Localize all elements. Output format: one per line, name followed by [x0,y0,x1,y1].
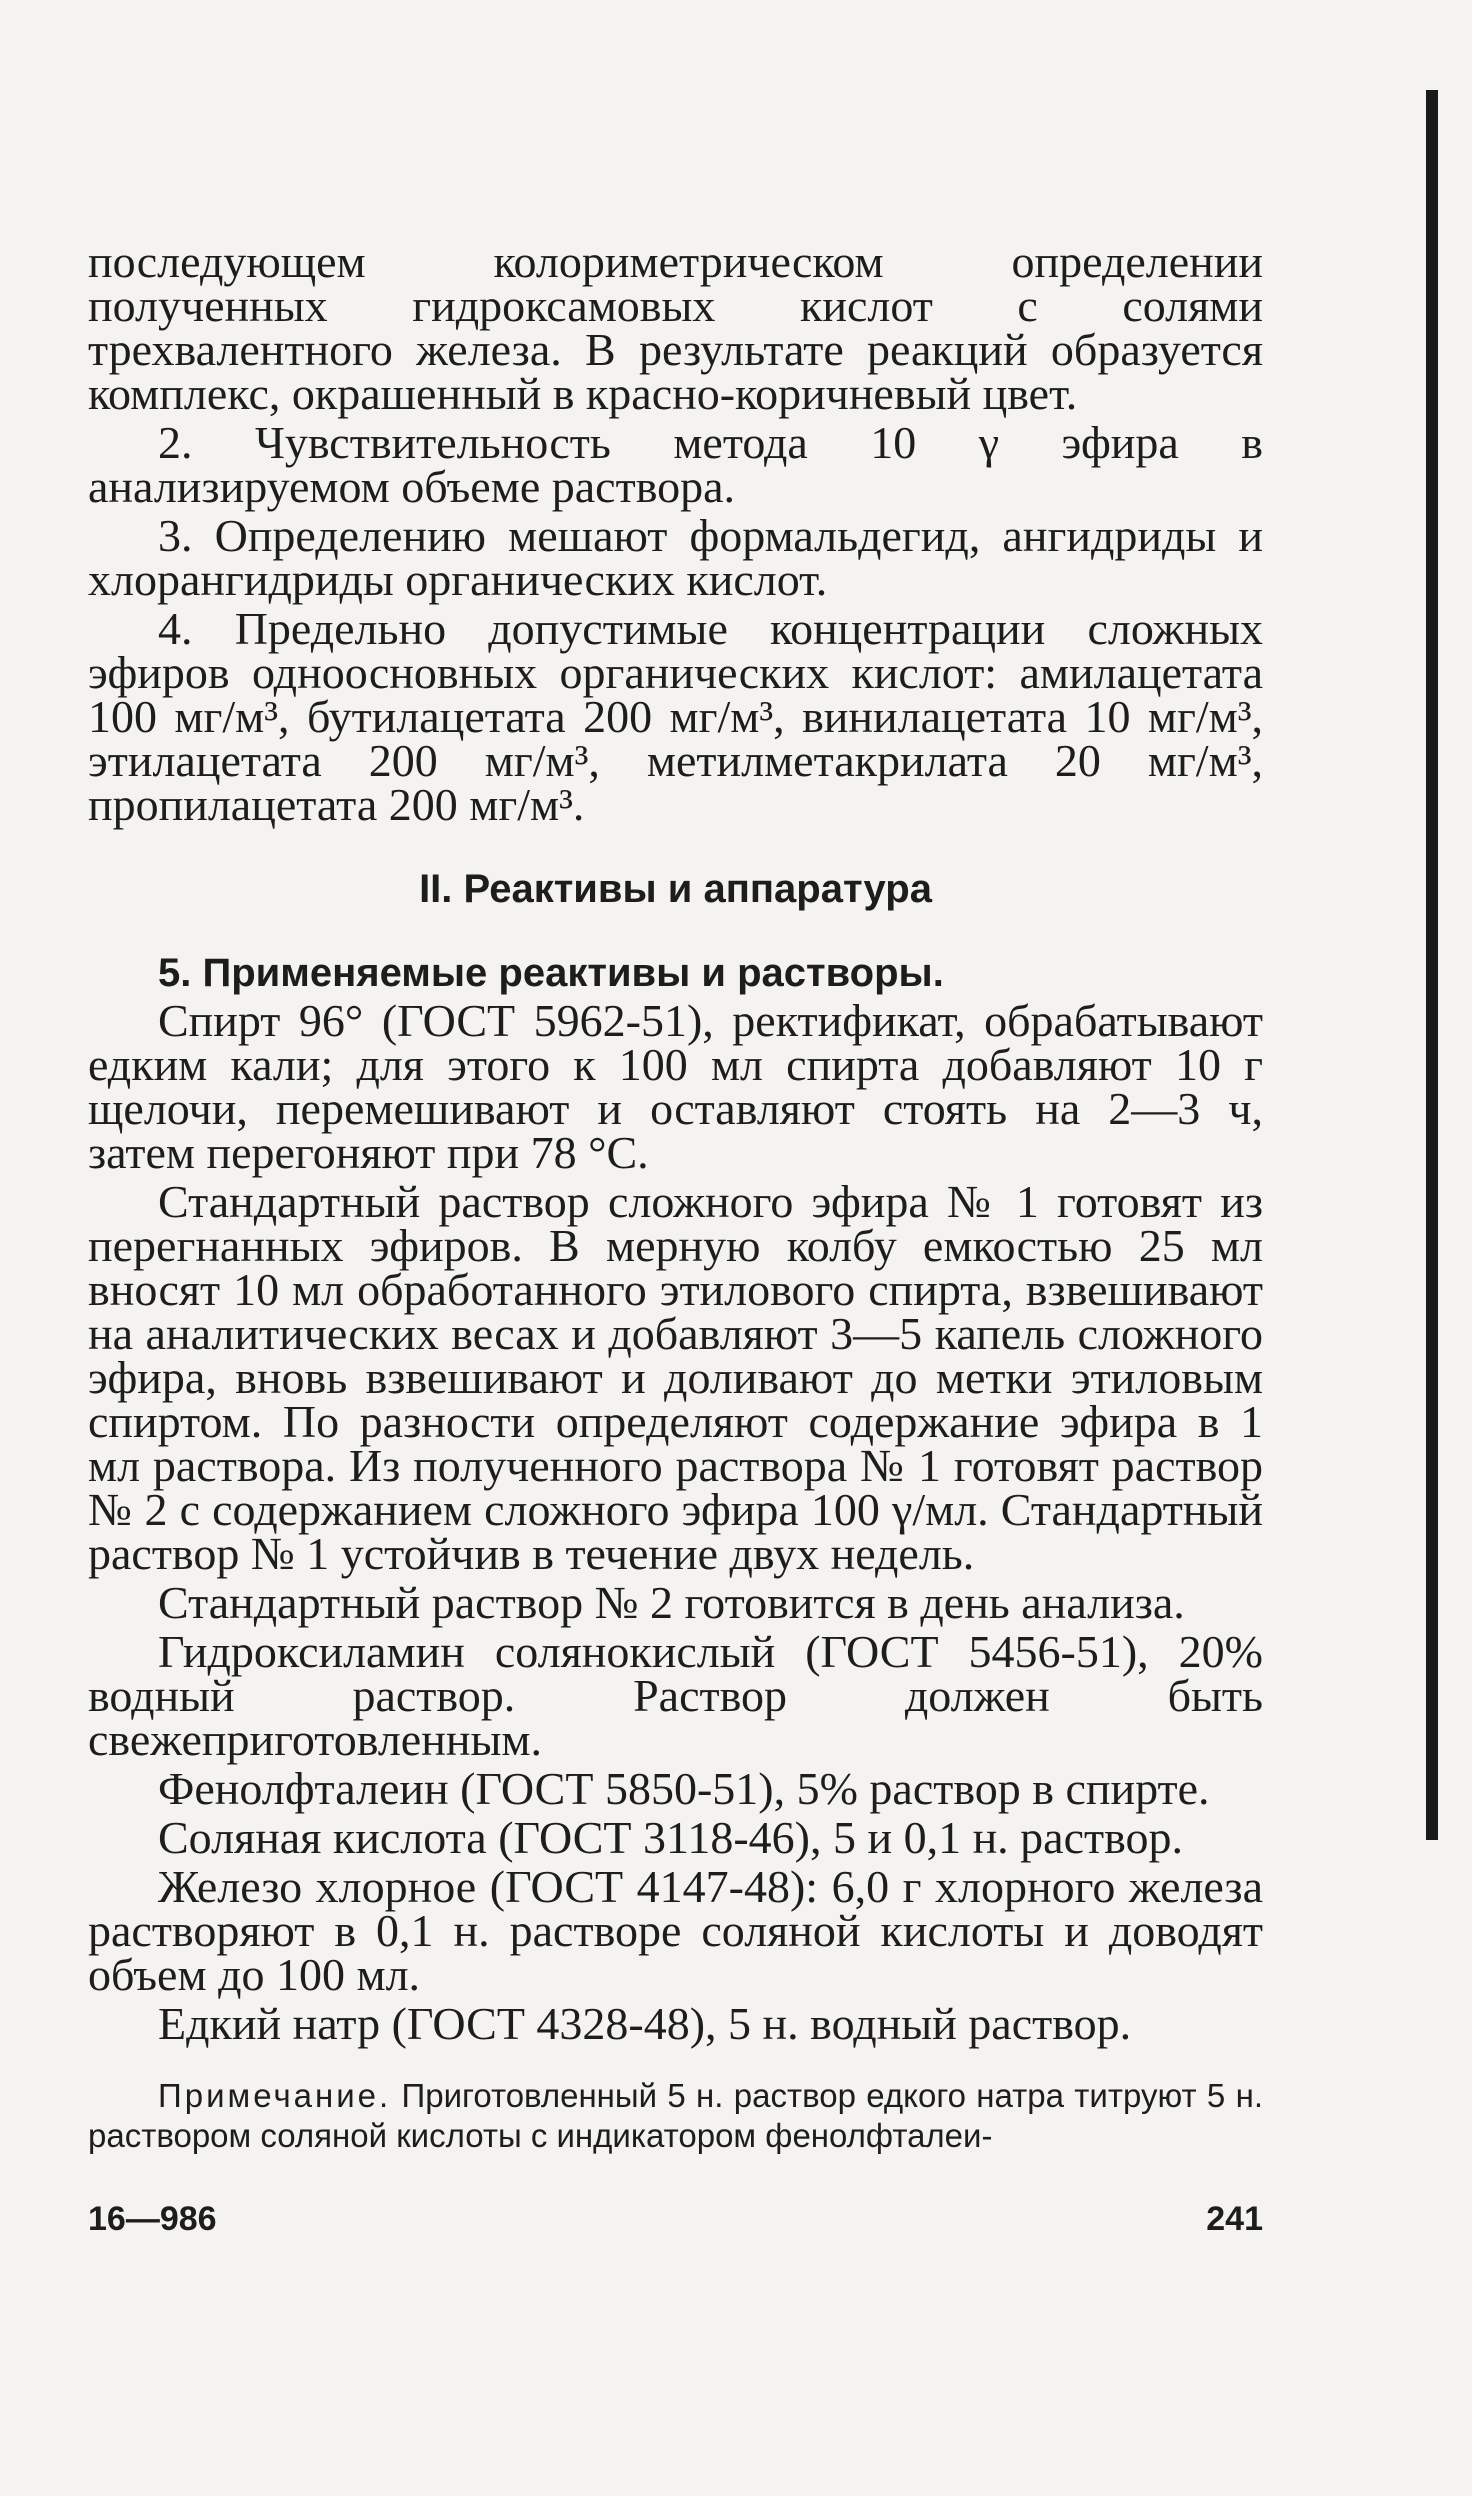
paragraph-continuation: последующем колориметрическом определении полученных гидроксамовых кислот с солями трехвалентного железа. В результате реакций образуется комплекс, окрашенный в красно-коричневый цвет. [88,236,1263,419]
paragraph-sodium-hydroxide: Едкий натр (ГОСТ 4328-48), 5 н. водный раствор. [158,1998,1132,2049]
footnote-text: Приготовленный 5 н. раствор едкого натра титруют 5 н. раствором соляной кислоты с индикатором фенолфталеи- [88,2077,1263,2154]
footnote [88,2076,1263,2156]
page-body [88,236,1263,2156]
paragraph-standard-solution-1: Стандартный раствор сложного эфира № 1 готовят из перегнанных эфиров. В мерную колбу емкостью 25 мл вносят 10 мл обработанного этилового спирта, взвешивают на аналитических весах и добавляют 3—5 капель сложного эфира, вновь взвешивают и доливают до метки этиловым спиртом. По разности определяют содержание эфира в 1 мл раствора. Из полученного раствора № 1 готовят раствор № 2 с содержанием сложного эфира 100 γ/мл. Стандартный раствор № 1 устойчив в течение двух недель. [88,1176,1263,1579]
paragraph-standard-solution-2: Стандартный раствор № 2 готовится в день анализа. [158,1577,1185,1628]
subsection-title: 5. Применяемые реактивы и растворы. [158,951,944,995]
paragraph-alcohol: Спирт 96° (ГОСТ 5962-51), ректификат, обрабатывают едким кали; для этого к 100 мл спирта добавляют 10 г щелочи, перемешивают и оставляют стоять на 2—3 ч, затем перегоняют при 78 °С. [88,995,1263,1178]
paragraph-item-4: 4. Предельно допустимые концентрации сложных эфиров одноосновных органических кислот: амилацетата 100 мг/м³, бутилацетата 200 мг/м³, винилацетата 10 мг/м³, этилацетата 200 мг/м³, метилметакрилата 20 мг/м³, пропилацетата 200 мг/м³. [88,603,1263,830]
paragraph-hydrochloric-acid: Соляная кислота (ГОСТ 3118-46), 5 и 0,1 н. раствор. [158,1812,1184,1863]
printer-signature: 16—986 [88,2200,217,2238]
paragraph-ferric-chloride: Железо хлорное (ГОСТ 4147-48): 6,0 г хлорного железа растворяют в 0,1 н. растворе соляной кислоты и доводят объем до 100 мл. [88,1861,1263,2000]
page-edge-line [1426,90,1438,1840]
footnote-lead: Примечание. [158,2077,392,2114]
paragraph-item-3: 3. Определению мешают формальдегид, ангидриды и хлорангидриды органических кислот. [88,510,1263,605]
page-number: 241 [1206,2200,1263,2238]
paragraph-item-2: 2. Чувствительность метода 10 γ эфира в анализируемом объеме раствора. [88,417,1263,512]
paragraph-phenolphthalein: Фенолфталеин (ГОСТ 5850-51), 5% раствор в спирте. [158,1763,1210,1814]
paragraph-hydroxylamine: Гидроксиламин солянокислый (ГОСТ 5456-51), 20% водный раствор. Раствор должен быть свежеприготовленным. [88,1626,1263,1765]
section-title: II. Реактивы и аппаратура [419,867,932,911]
